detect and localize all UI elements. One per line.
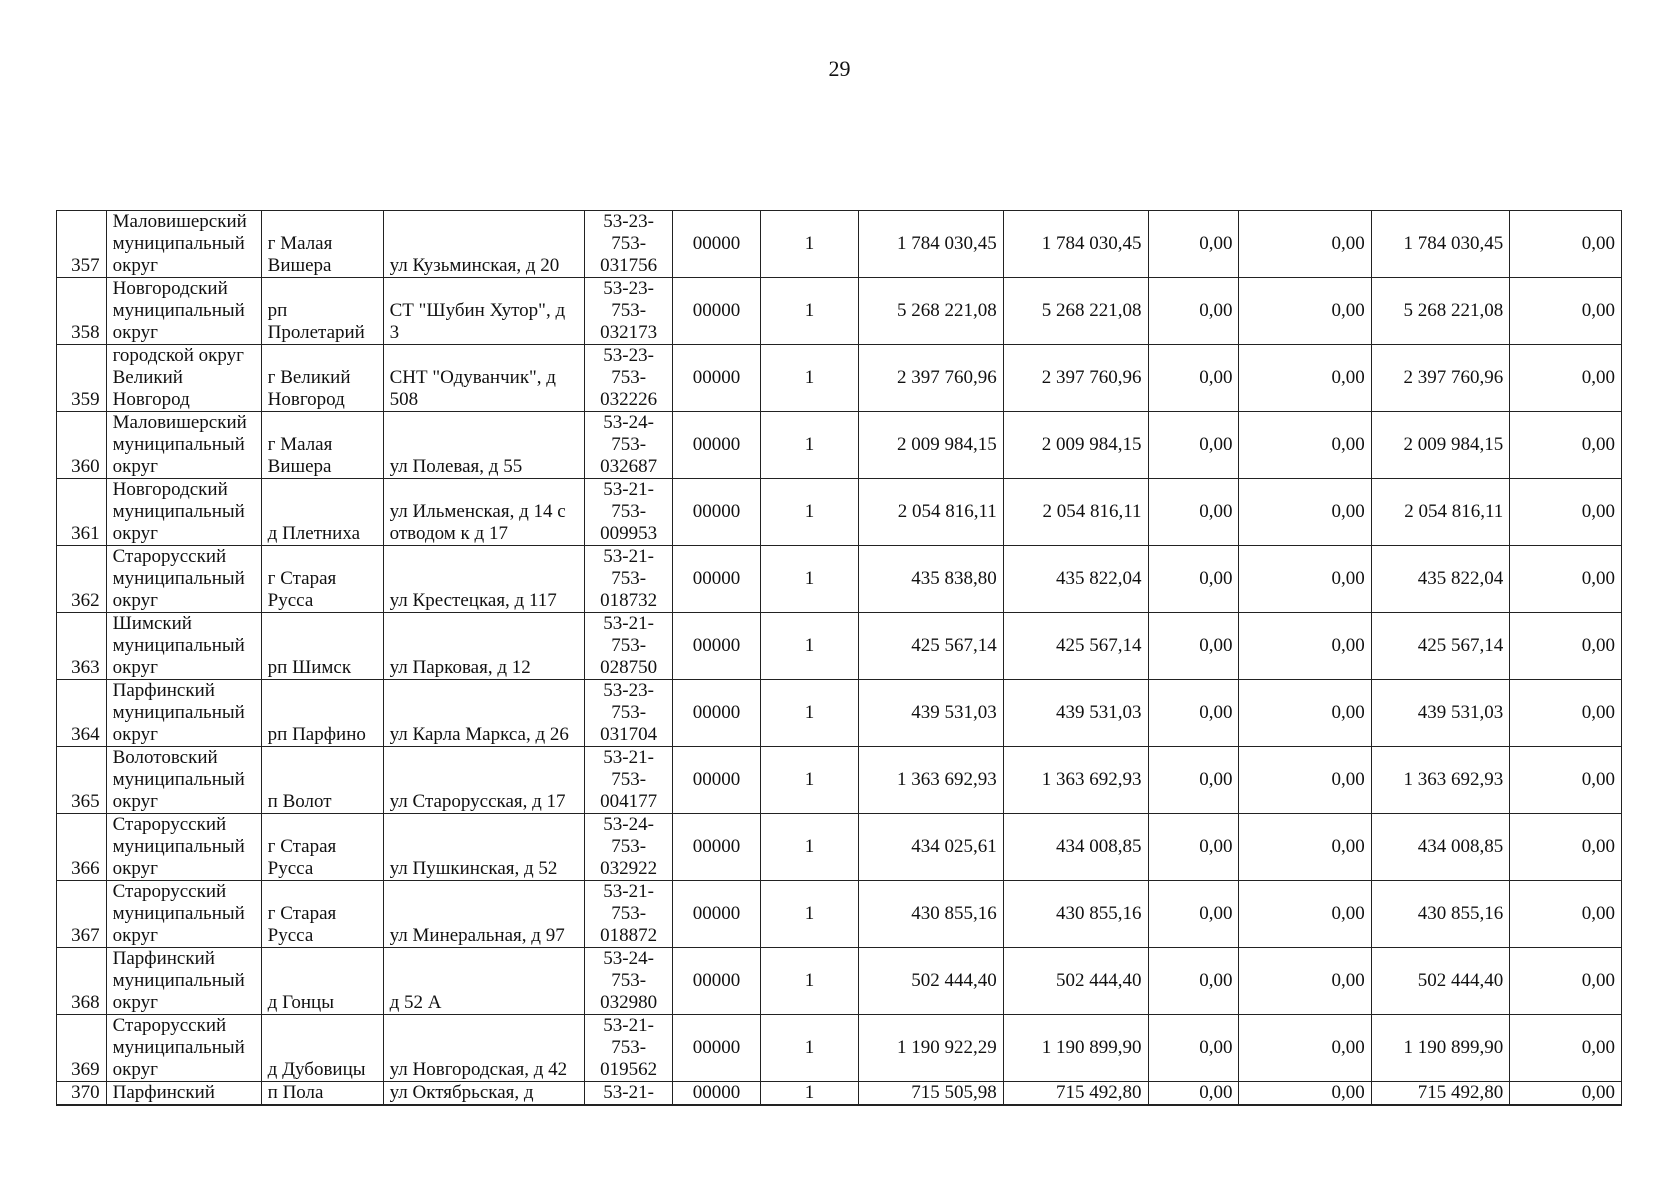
zero-code-cell: 00000 [673, 546, 761, 613]
amount-cell-2: 439 531,03 [1003, 680, 1148, 747]
amount-cell-4: 0,00 [1239, 881, 1371, 948]
count-cell: 1 [760, 479, 858, 546]
code-cell: 53-24-753-032980 [585, 948, 673, 1015]
amount-cell-6: 0,00 [1510, 412, 1622, 479]
amount-cell-4: 0,00 [1239, 278, 1371, 345]
address-cell: ул Старорусская, д 17 [383, 747, 585, 814]
address-cell: ул Минеральная, д 97 [383, 881, 585, 948]
address-cell: СНТ "Одуванчик", д 508 [383, 345, 585, 412]
locality-cell: д Гонцы [261, 948, 383, 1015]
amount-cell-2: 435 822,04 [1003, 546, 1148, 613]
address-cell: ул Новгородская, д 42 [383, 1015, 585, 1082]
amount-cell-4: 0,00 [1239, 479, 1371, 546]
amount-cell-5: 430 855,16 [1371, 881, 1510, 948]
amount-cell-6: 0,00 [1510, 211, 1622, 278]
table-row [57, 479, 1622, 546]
address-cell: ул Кузьминская, д 20 [383, 211, 585, 278]
district-cell: Парфинский [106, 1082, 261, 1106]
address-cell: СТ "Шубин Хутор", д 3 [383, 278, 585, 345]
amount-cell-3: 0,00 [1148, 747, 1239, 814]
row-number-cell: 360 [57, 412, 107, 479]
count-cell: 1 [760, 814, 858, 881]
amount-cell-4: 0,00 [1239, 948, 1371, 1015]
amount-cell-3: 0,00 [1148, 1015, 1239, 1082]
amount-cell-6: 0,00 [1510, 345, 1622, 412]
code-cell: 53-23-753-031756 [585, 211, 673, 278]
amount-cell-4: 0,00 [1239, 1082, 1371, 1106]
amount-cell-5: 439 531,03 [1371, 680, 1510, 747]
zero-code-cell: 00000 [673, 412, 761, 479]
amount-cell-3: 0,00 [1148, 613, 1239, 680]
row-number-cell: 359 [57, 345, 107, 412]
amount-cell-4: 0,00 [1239, 680, 1371, 747]
registry-table [56, 210, 1622, 1106]
table-row [57, 1015, 1622, 1082]
amount-cell-6: 0,00 [1510, 814, 1622, 881]
table-row [57, 211, 1622, 278]
row-number-cell: 368 [57, 948, 107, 1015]
district-cell: Новгородский муниципальный округ [106, 278, 261, 345]
count-cell: 1 [760, 546, 858, 613]
district-cell: Парфинский муниципальный округ [106, 680, 261, 747]
table-row [57, 412, 1622, 479]
amount-cell-4: 0,00 [1239, 412, 1371, 479]
zero-code-cell: 00000 [673, 1015, 761, 1082]
amount-cell-2: 2 397 760,96 [1003, 345, 1148, 412]
amount-cell-1: 1 363 692,93 [859, 747, 1004, 814]
count-cell: 1 [760, 948, 858, 1015]
table-row [57, 680, 1622, 747]
amount-cell-1: 5 268 221,08 [859, 278, 1004, 345]
address-cell: ул Ильменская, д 14 с отводом к д 17 [383, 479, 585, 546]
locality-cell: рп Парфино [261, 680, 383, 747]
amount-cell-2: 1 784 030,45 [1003, 211, 1148, 278]
amount-cell-4: 0,00 [1239, 1015, 1371, 1082]
amount-cell-6: 0,00 [1510, 546, 1622, 613]
district-cell: Парфинский муниципальный округ [106, 948, 261, 1015]
locality-cell: п Пола [261, 1082, 383, 1106]
amount-cell-6: 0,00 [1510, 948, 1622, 1015]
address-cell: д 52 А [383, 948, 585, 1015]
amount-cell-6: 0,00 [1510, 278, 1622, 345]
row-number-cell: 367 [57, 881, 107, 948]
district-cell: Старорусский муниципальный округ [106, 546, 261, 613]
amount-cell-2: 502 444,40 [1003, 948, 1148, 1015]
code-cell: 53-21- [585, 1082, 673, 1106]
amount-cell-4: 0,00 [1239, 613, 1371, 680]
row-number-cell: 370 [57, 1082, 107, 1106]
amount-cell-5: 1 784 030,45 [1371, 211, 1510, 278]
code-cell: 53-23-753-032226 [585, 345, 673, 412]
amount-cell-6: 0,00 [1510, 613, 1622, 680]
code-cell: 53-21-753-009953 [585, 479, 673, 546]
district-cell: Шимский муниципальный округ [106, 613, 261, 680]
address-cell: ул Октябрьская, д [383, 1082, 585, 1106]
locality-cell: рп Шимск [261, 613, 383, 680]
amount-cell-1: 715 505,98 [859, 1082, 1004, 1106]
amount-cell-2: 5 268 221,08 [1003, 278, 1148, 345]
count-cell: 1 [760, 881, 858, 948]
zero-code-cell: 00000 [673, 345, 761, 412]
amount-cell-5: 2 009 984,15 [1371, 412, 1510, 479]
code-cell: 53-21-753-019562 [585, 1015, 673, 1082]
row-number-cell: 363 [57, 613, 107, 680]
amount-cell-4: 0,00 [1239, 747, 1371, 814]
code-cell: 53-21-753-018732 [585, 546, 673, 613]
count-cell: 1 [760, 1015, 858, 1082]
amount-cell-6: 0,00 [1510, 747, 1622, 814]
zero-code-cell: 00000 [673, 211, 761, 278]
zero-code-cell: 00000 [673, 479, 761, 546]
amount-cell-1: 430 855,16 [859, 881, 1004, 948]
zero-code-cell: 00000 [673, 881, 761, 948]
table-row [57, 881, 1622, 948]
amount-cell-5: 2 397 760,96 [1371, 345, 1510, 412]
amount-cell-1: 1 784 030,45 [859, 211, 1004, 278]
address-cell: ул Пушкинская, д 52 [383, 814, 585, 881]
amount-cell-3: 0,00 [1148, 546, 1239, 613]
amount-cell-2: 425 567,14 [1003, 613, 1148, 680]
count-cell: 1 [760, 1082, 858, 1106]
row-number-cell: 361 [57, 479, 107, 546]
table-row [57, 345, 1622, 412]
count-cell: 1 [760, 345, 858, 412]
code-cell: 53-21-753-018872 [585, 881, 673, 948]
amount-cell-3: 0,00 [1148, 211, 1239, 278]
amount-cell-5: 502 444,40 [1371, 948, 1510, 1015]
amount-cell-4: 0,00 [1239, 814, 1371, 881]
amount-cell-2: 715 492,80 [1003, 1082, 1148, 1106]
zero-code-cell: 00000 [673, 1082, 761, 1106]
page-number: 29 [828, 56, 851, 81]
zero-code-cell: 00000 [673, 278, 761, 345]
code-cell: 53-23-753-032173 [585, 278, 673, 345]
amount-cell-1: 439 531,03 [859, 680, 1004, 747]
district-cell: Волотовский муниципальный округ [106, 747, 261, 814]
amount-cell-3: 0,00 [1148, 948, 1239, 1015]
row-number-cell: 366 [57, 814, 107, 881]
count-cell: 1 [760, 278, 858, 345]
row-number-cell: 365 [57, 747, 107, 814]
district-cell: Маловишерский муниципальный округ [106, 211, 261, 278]
locality-cell: г Старая Русса [261, 814, 383, 881]
amount-cell-1: 502 444,40 [859, 948, 1004, 1015]
code-cell: 53-24-753-032687 [585, 412, 673, 479]
code-cell: 53-24-753-032922 [585, 814, 673, 881]
code-cell: 53-21-753-004177 [585, 747, 673, 814]
row-number-cell: 362 [57, 546, 107, 613]
count-cell: 1 [760, 613, 858, 680]
table-row [57, 546, 1622, 613]
count-cell: 1 [760, 211, 858, 278]
amount-cell-2: 2 009 984,15 [1003, 412, 1148, 479]
locality-cell: г Великий Новгород [261, 345, 383, 412]
zero-code-cell: 00000 [673, 613, 761, 680]
amount-cell-5: 5 268 221,08 [1371, 278, 1510, 345]
amount-cell-1: 435 838,80 [859, 546, 1004, 613]
table-row [57, 948, 1622, 1015]
amount-cell-2: 1 190 899,90 [1003, 1015, 1148, 1082]
amount-cell-3: 0,00 [1148, 1082, 1239, 1106]
code-cell: 53-23-753-031704 [585, 680, 673, 747]
code-cell: 53-21-753-028750 [585, 613, 673, 680]
amount-cell-6: 0,00 [1510, 479, 1622, 546]
row-number-cell: 364 [57, 680, 107, 747]
district-cell: Старорусский муниципальный округ [106, 881, 261, 948]
amount-cell-6: 0,00 [1510, 1015, 1622, 1082]
amount-cell-6: 0,00 [1510, 680, 1622, 747]
amount-cell-1: 2 397 760,96 [859, 345, 1004, 412]
locality-cell: рп Пролетарий [261, 278, 383, 345]
amount-cell-1: 425 567,14 [859, 613, 1004, 680]
amount-cell-1: 2 009 984,15 [859, 412, 1004, 479]
district-cell: городской округ Великий Новгород [106, 345, 261, 412]
row-number-cell: 358 [57, 278, 107, 345]
table-row [57, 1082, 1622, 1106]
amount-cell-5: 2 054 816,11 [1371, 479, 1510, 546]
district-cell: Старорусский муниципальный округ [106, 814, 261, 881]
address-cell: ул Полевая, д 55 [383, 412, 585, 479]
locality-cell: г Малая Вишера [261, 412, 383, 479]
amount-cell-4: 0,00 [1239, 211, 1371, 278]
row-number-cell: 357 [57, 211, 107, 278]
count-cell: 1 [760, 412, 858, 479]
amount-cell-3: 0,00 [1148, 479, 1239, 546]
locality-cell: д Дубовицы [261, 1015, 383, 1082]
amount-cell-3: 0,00 [1148, 881, 1239, 948]
table-row [57, 747, 1622, 814]
district-cell: Маловишерский муниципальный округ [106, 412, 261, 479]
count-cell: 1 [760, 680, 858, 747]
zero-code-cell: 00000 [673, 680, 761, 747]
zero-code-cell: 00000 [673, 747, 761, 814]
amount-cell-6: 0,00 [1510, 881, 1622, 948]
amount-cell-3: 0,00 [1148, 345, 1239, 412]
locality-cell: г Старая Русса [261, 546, 383, 613]
amount-cell-2: 1 363 692,93 [1003, 747, 1148, 814]
amount-cell-5: 1 190 899,90 [1371, 1015, 1510, 1082]
amount-cell-3: 0,00 [1148, 814, 1239, 881]
amount-cell-3: 0,00 [1148, 278, 1239, 345]
amount-cell-3: 0,00 [1148, 680, 1239, 747]
address-cell: ул Крестецкая, д 117 [383, 546, 585, 613]
amount-cell-5: 425 567,14 [1371, 613, 1510, 680]
count-cell: 1 [760, 747, 858, 814]
amount-cell-2: 430 855,16 [1003, 881, 1148, 948]
amount-cell-5: 434 008,85 [1371, 814, 1510, 881]
address-cell: ул Парковая, д 12 [383, 613, 585, 680]
amount-cell-5: 435 822,04 [1371, 546, 1510, 613]
amount-cell-1: 2 054 816,11 [859, 479, 1004, 546]
table-body [57, 211, 1622, 1106]
zero-code-cell: 00000 [673, 814, 761, 881]
locality-cell: г Старая Русса [261, 881, 383, 948]
amount-cell-6: 0,00 [1510, 1082, 1622, 1106]
district-cell: Старорусский муниципальный округ [106, 1015, 261, 1082]
amount-cell-2: 2 054 816,11 [1003, 479, 1148, 546]
locality-cell: п Волот [261, 747, 383, 814]
amount-cell-1: 1 190 922,29 [859, 1015, 1004, 1082]
amount-cell-5: 715 492,80 [1371, 1082, 1510, 1106]
row-number-cell: 369 [57, 1015, 107, 1082]
amount-cell-3: 0,00 [1148, 412, 1239, 479]
zero-code-cell: 00000 [673, 948, 761, 1015]
address-cell: ул Карла Маркса, д 26 [383, 680, 585, 747]
table-row [57, 814, 1622, 881]
amount-cell-4: 0,00 [1239, 546, 1371, 613]
locality-cell: г Малая Вишера [261, 211, 383, 278]
district-cell: Новгородский муниципальный округ [106, 479, 261, 546]
table-row [57, 278, 1622, 345]
amount-cell-4: 0,00 [1239, 345, 1371, 412]
amount-cell-2: 434 008,85 [1003, 814, 1148, 881]
table-row [57, 613, 1622, 680]
locality-cell: д Плетниха [261, 479, 383, 546]
amount-cell-1: 434 025,61 [859, 814, 1004, 881]
amount-cell-5: 1 363 692,93 [1371, 747, 1510, 814]
